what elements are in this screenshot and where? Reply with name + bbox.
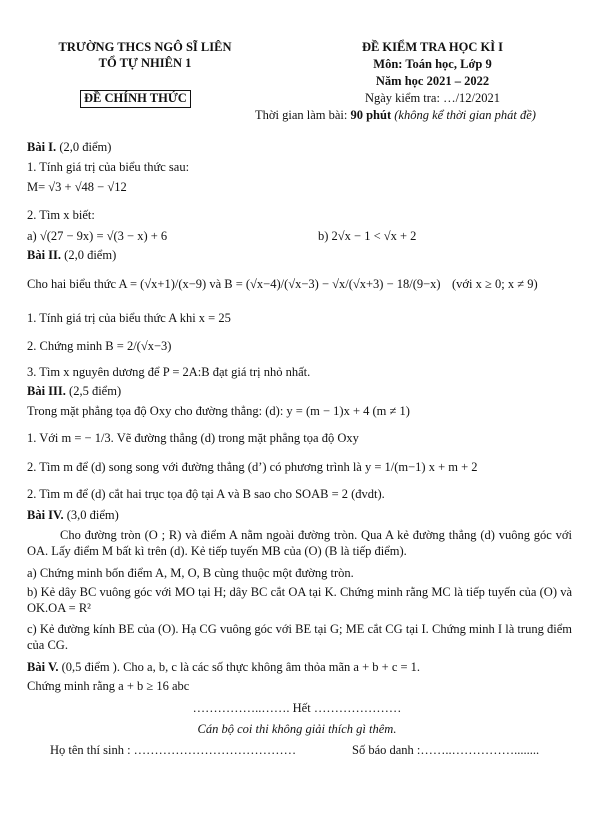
exam-subject: Môn: Toán học, Lớp 9	[373, 57, 492, 71]
exam-date: Ngày kiểm tra: …/12/2021	[364, 91, 501, 105]
bai5-q: Chứng minh rằng a + b ≥ 16 abc	[27, 679, 190, 693]
bai2-q2: 2. Chứng minh B = 2/(√x−3)	[27, 339, 172, 353]
bai1-heading: Bài I. (2,0 điểm)	[27, 140, 112, 154]
school-name: TRƯỜNG THCS NGÔ SĨ LIÊN	[58, 40, 232, 54]
bai4-c: c) Kẻ đường kính BE của (O). Hạ CG vuông góc với BE tại G; ME cắt CG tại I. Chứng minh I là trung điểm của CG.	[27, 622, 572, 652]
bai2-cond: (với x ≥ 0; x ≠ 9)	[452, 277, 538, 291]
bai2-q3: 3. Tìm x nguyên dương để P = 2A:B đạt giá trị nhỏ nhất.	[27, 365, 311, 379]
bai3-q2: 2. Tìm m để (d) song song với đường thẳng (d’) có phương trình là y = 1/(m−1) x + m + 2	[27, 460, 478, 474]
candidate-number: Số báo danh :……..……………........	[352, 743, 540, 757]
bai2-q1: 1. Tính giá trị của biểu thức A khi x = 25	[27, 311, 231, 325]
bai1-b: b) 2√x − 1 < √x + 2	[318, 229, 417, 243]
bai4-a: a) Chứng minh bốn điểm A, M, O, B cùng thuộc một đường tròn.	[27, 566, 354, 580]
bai4-heading: Bài IV. (3,0 điểm)	[27, 508, 119, 522]
group-name: TỔ TỰ NHIÊN 1	[98, 56, 192, 70]
bai3-heading: Bài III. (2,5 điểm)	[27, 384, 122, 398]
official-stamp: ĐỀ CHÍNH THỨC	[80, 90, 191, 108]
bai1-a: a) √(27 − 9x) = √(3 − x) + 6	[27, 229, 168, 243]
bai1-q1: 1. Tính giá trị của biểu thức sau:	[27, 160, 190, 174]
bai1-expr: M= √3 + √48 − √12	[27, 180, 127, 194]
bai2-intro: Cho hai biểu thức A = (√x+1)/(x−9) và B = (√x−4)/(√x−3) − √x/(√x+3) − 18/(9−x)	[27, 277, 441, 291]
bai4-b: b) Kẻ dây BC vuông góc với MO tại H; dây BC cắt OA tại K. Chứng minh rằng MC là tiếp tuyến của (O) và OK.OA = R²	[27, 585, 572, 615]
bai3-q1: 1. Với m = − 1/3. Vẽ đường thẳng (d) trong mặt phẳng tọa độ Oxy	[27, 431, 359, 445]
bai3-q3: 2. Tìm m để (d) cắt hai trục tọa độ tại A và B sao cho SOAB = 2 (đvdt).	[27, 487, 385, 501]
bai1-q2: 2. Tìm x biết:	[27, 208, 95, 222]
bai5-heading: Bài V. (0,5 điểm ). Cho a, b, c là các số thực không âm thỏa mãn a + b + c = 1.	[27, 660, 421, 674]
bai4-intro: Cho đường tròn (O ; R) và điểm A nằm ngoài đường tròn. Qua A kẻ đường thẳng (d) vuông góc với OA. Lấy điểm M bất kì trên (d). Kẻ tiếp tuyến MB của (O) (B là tiếp điểm).	[27, 528, 572, 558]
candidate-name: Họ tên thí sinh : …………………………………	[50, 743, 297, 757]
exam-time: Thời gian làm bài: 90 phút (không kể thời gian phát đề)	[255, 108, 536, 122]
exam-year: Năm học 2021 – 2022	[375, 74, 490, 88]
bai3-intro: Trong mặt phẳng tọa độ Oxy cho đường thẳng: (d): y = (m − 1)x + 4 (m ≠ 1)	[27, 404, 410, 418]
bai2-heading: Bài II. (2,0 điểm)	[27, 248, 117, 262]
proctor-note: Cán bộ coi thi không giải thích gì thêm.	[197, 722, 397, 736]
end-marker: ……………..……. Hết …………………	[192, 701, 402, 715]
exam-title: ĐỀ KIỂM TRA HỌC KÌ I	[361, 40, 504, 54]
